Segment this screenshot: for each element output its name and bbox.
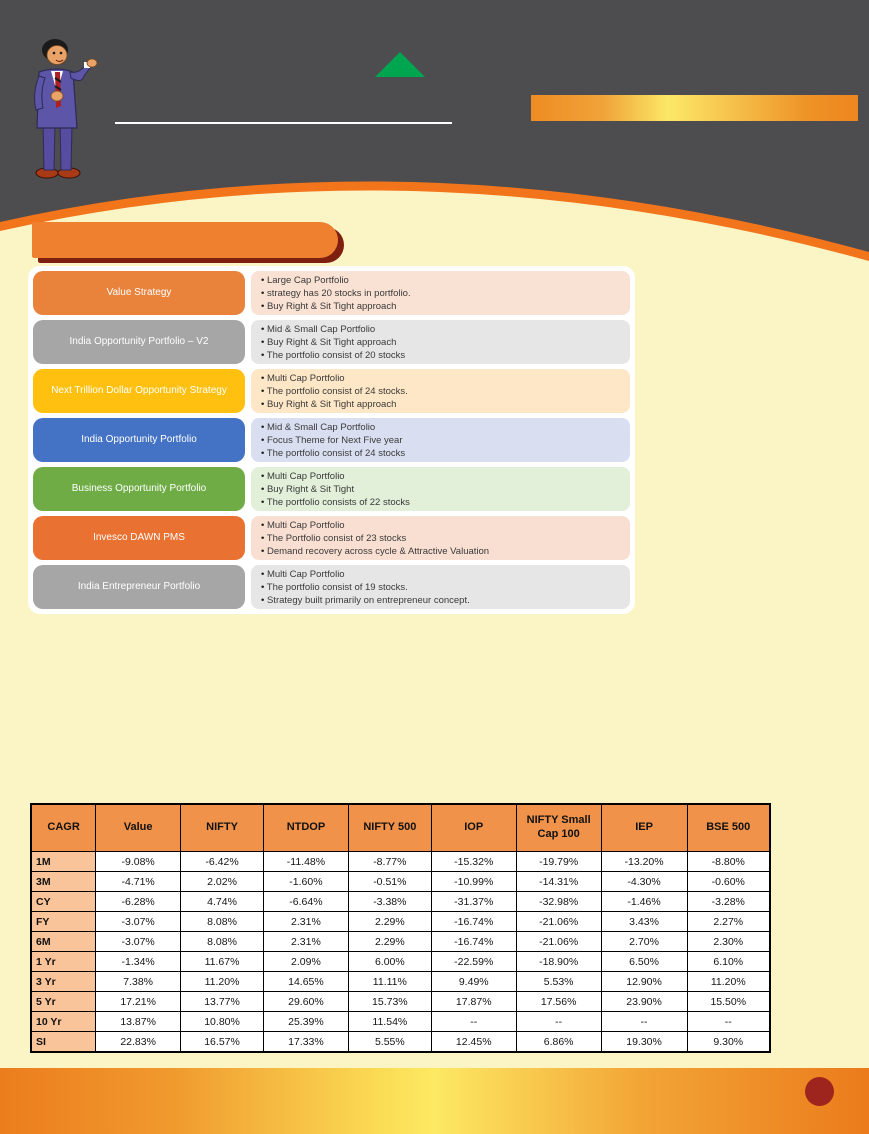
table-row xyxy=(31,952,770,972)
table-cell: -21.06% xyxy=(516,912,601,932)
strategy-label: Value Strategy xyxy=(33,271,245,315)
strategy-bullet: • Mid & Small Cap Portfolio xyxy=(261,421,624,434)
footer-band xyxy=(0,1068,869,1134)
table-cell: 10.80% xyxy=(181,1012,264,1032)
table-cell: 2.09% xyxy=(263,952,348,972)
table-cell: -1.34% xyxy=(96,952,181,972)
table-cell: 11.67% xyxy=(181,952,264,972)
table-cell: 4.74% xyxy=(181,892,264,912)
title-underline xyxy=(115,122,452,124)
table-cell: 9.49% xyxy=(431,972,516,992)
table-row-label: 6M xyxy=(31,932,96,952)
table-cell: -1.46% xyxy=(601,892,687,912)
strategy-bullet-panel xyxy=(251,418,630,462)
strategy-bullet-panel xyxy=(251,369,630,413)
strategy-row xyxy=(33,271,630,315)
strategy-row xyxy=(33,320,630,364)
strategy-bullet: • Buy Right & Sit Tight approach xyxy=(261,336,624,349)
table-cell: 12.90% xyxy=(601,972,687,992)
table-cell: -14.31% xyxy=(516,872,601,892)
table-cell: 13.77% xyxy=(181,992,264,1012)
table-row-label: 10 Yr xyxy=(31,1012,96,1032)
strategy-label: India Opportunity Portfolio – V2 xyxy=(33,320,245,364)
table-cell: -3.07% xyxy=(96,912,181,932)
table-row xyxy=(31,872,770,892)
table-cell: -- xyxy=(431,1012,516,1032)
strategy-bullet: • The portfolio consist of 19 stocks. xyxy=(261,581,624,594)
table-cell: 7.38% xyxy=(96,972,181,992)
table-cell: -8.80% xyxy=(687,852,770,872)
performance-table xyxy=(30,803,771,1053)
strategy-bullet: • strategy has 20 stocks in portfolio. xyxy=(261,287,624,300)
table-cell: 12.45% xyxy=(431,1032,516,1053)
gradient-banner xyxy=(531,95,858,121)
table-cell: -32.98% xyxy=(516,892,601,912)
table-cell: -0.60% xyxy=(687,872,770,892)
table-cell: -21.06% xyxy=(516,932,601,952)
table-cell: 6.50% xyxy=(601,952,687,972)
table-cell: 3.43% xyxy=(601,912,687,932)
table-cell: 2.27% xyxy=(687,912,770,932)
table-cell: -- xyxy=(601,1012,687,1032)
table-cell: -0.51% xyxy=(348,872,431,892)
table-cell: 19.30% xyxy=(601,1032,687,1053)
strategy-bullet: • Buy Right & Sit Tight approach xyxy=(261,300,624,313)
strategy-bullet: • Buy Right & Sit Tight xyxy=(261,483,624,496)
table-column-header: NTDOP xyxy=(263,804,348,852)
table-column-header: CAGR xyxy=(31,804,96,852)
table-cell: 13.87% xyxy=(96,1012,181,1032)
green-triangle-icon xyxy=(375,52,425,77)
table-row-label: 1M xyxy=(31,852,96,872)
strategy-bullet: • Multi Cap Portfolio xyxy=(261,568,624,581)
table-column-header: Value xyxy=(96,804,181,852)
strategy-bullet: • Buy Right & Sit Tight approach xyxy=(261,398,624,411)
table-row-label: CY xyxy=(31,892,96,912)
table-cell: -3.38% xyxy=(348,892,431,912)
table-column-header: BSE 500 xyxy=(687,804,770,852)
table-cell: -6.28% xyxy=(96,892,181,912)
table-row-label: 3 Yr xyxy=(31,972,96,992)
table-row xyxy=(31,892,770,912)
table-cell: 15.73% xyxy=(348,992,431,1012)
table-row-label: SI xyxy=(31,1032,96,1053)
table-cell: 5.53% xyxy=(516,972,601,992)
table-cell: 2.31% xyxy=(263,932,348,952)
table-cell: 15.50% xyxy=(687,992,770,1012)
table-cell: 8.08% xyxy=(181,912,264,932)
table-cell: -31.37% xyxy=(431,892,516,912)
strategy-bullet: • The portfolio consist of 20 stocks xyxy=(261,349,624,362)
table-row-label: 3M xyxy=(31,872,96,892)
table-row xyxy=(31,1032,770,1053)
table-cell: 2.29% xyxy=(348,912,431,932)
table-cell: -- xyxy=(687,1012,770,1032)
table-column-header: IEP xyxy=(601,804,687,852)
table-cell: 17.21% xyxy=(96,992,181,1012)
table-row xyxy=(31,972,770,992)
table-cell: 9.30% xyxy=(687,1032,770,1053)
table-cell: 25.39% xyxy=(263,1012,348,1032)
table-cell: -6.64% xyxy=(263,892,348,912)
table-column-header: IOP xyxy=(431,804,516,852)
strategy-bullet: • Strategy built primarily on entrepreneur concept. xyxy=(261,594,624,607)
table-cell: 22.83% xyxy=(96,1032,181,1053)
table-cell: -6.42% xyxy=(181,852,264,872)
table-cell: -22.59% xyxy=(431,952,516,972)
strategy-list xyxy=(28,266,635,614)
performance-table-wrap xyxy=(30,803,771,1053)
strategy-bullet: • Multi Cap Portfolio xyxy=(261,519,624,532)
table-cell: 2.02% xyxy=(181,872,264,892)
table-cell: 29.60% xyxy=(263,992,348,1012)
table-cell: -- xyxy=(516,1012,601,1032)
table-cell: 5.55% xyxy=(348,1032,431,1053)
table-row xyxy=(31,1012,770,1032)
table-cell: 2.31% xyxy=(263,912,348,932)
table-cell: -19.79% xyxy=(516,852,601,872)
strategy-bullet-panel xyxy=(251,320,630,364)
table-cell: 11.11% xyxy=(348,972,431,992)
table-row-label: 5 Yr xyxy=(31,992,96,1012)
table-cell: 6.00% xyxy=(348,952,431,972)
table-cell: -4.30% xyxy=(601,872,687,892)
strategy-label: Invesco DAWN PMS xyxy=(33,516,245,560)
table-cell: 17.33% xyxy=(263,1032,348,1053)
strategy-bullet: • Large Cap Portfolio xyxy=(261,274,624,287)
table-row xyxy=(31,852,770,872)
strategy-bullet: • The portfolio consist of 24 stocks xyxy=(261,447,624,460)
table-cell: -16.74% xyxy=(431,932,516,952)
table-cell: -3.07% xyxy=(96,932,181,952)
table-cell: 11.54% xyxy=(348,1012,431,1032)
table-cell: 17.87% xyxy=(431,992,516,1012)
table-header-row xyxy=(31,804,770,852)
table-cell: -1.60% xyxy=(263,872,348,892)
table-cell: -9.08% xyxy=(96,852,181,872)
table-cell: -18.90% xyxy=(516,952,601,972)
strategy-bullet: • Demand recovery across cycle & Attractive Valuation xyxy=(261,545,624,558)
strategy-row xyxy=(33,516,630,560)
presenter-cartoon xyxy=(24,36,100,180)
table-cell: 17.56% xyxy=(516,992,601,1012)
strategy-bullet: • Focus Theme for Next Five year xyxy=(261,434,624,447)
table-cell: 6.86% xyxy=(516,1032,601,1053)
table-cell: 11.20% xyxy=(181,972,264,992)
table-cell: -11.48% xyxy=(263,852,348,872)
table-column-header: NIFTY Small Cap 100 xyxy=(516,804,601,852)
table-row xyxy=(31,912,770,932)
table-cell: 11.20% xyxy=(687,972,770,992)
strategy-bullet: • The portfolio consists of 22 stocks xyxy=(261,496,624,509)
table-cell: 2.70% xyxy=(601,932,687,952)
table-cell: 23.90% xyxy=(601,992,687,1012)
strategy-row xyxy=(33,565,630,609)
table-cell: -15.32% xyxy=(431,852,516,872)
strategy-label: Business Opportunity Portfolio xyxy=(33,467,245,511)
table-cell: 2.29% xyxy=(348,932,431,952)
strategy-bullet-panel xyxy=(251,467,630,511)
table-row xyxy=(31,992,770,1012)
strategy-bullet-panel xyxy=(251,516,630,560)
strategy-bullet: • Mid & Small Cap Portfolio xyxy=(261,323,624,336)
strategy-label: Next Trillion Dollar Opportunity Strategy xyxy=(33,369,245,413)
strategy-bullet: • Multi Cap Portfolio xyxy=(261,372,624,385)
table-cell: 8.08% xyxy=(181,932,264,952)
strategy-bullet: • The Portfolio consist of 23 stocks xyxy=(261,532,624,545)
strategy-label: India Opportunity Portfolio xyxy=(33,418,245,462)
table-column-header: NIFTY 500 xyxy=(348,804,431,852)
table-cell: -4.71% xyxy=(96,872,181,892)
table-cell: 14.65% xyxy=(263,972,348,992)
table-column-header: NIFTY xyxy=(181,804,264,852)
table-cell: -10.99% xyxy=(431,872,516,892)
table-cell: 16.57% xyxy=(181,1032,264,1053)
table-cell: 2.30% xyxy=(687,932,770,952)
table-cell: 6.10% xyxy=(687,952,770,972)
table-cell: -8.77% xyxy=(348,852,431,872)
strategy-bullet-panel xyxy=(251,565,630,609)
strategy-bullet: • Multi Cap Portfolio xyxy=(261,470,624,483)
table-row-label: FY xyxy=(31,912,96,932)
table-cell: -16.74% xyxy=(431,912,516,932)
table-cell: -3.28% xyxy=(687,892,770,912)
strategy-bullet-panel xyxy=(251,271,630,315)
strategy-bullet: • The portfolio consist of 24 stocks. xyxy=(261,385,624,398)
footer-dot xyxy=(805,1077,834,1106)
strategy-row xyxy=(33,467,630,511)
section-title-bar xyxy=(32,222,338,258)
strategy-label: India Entrepreneur Portfolio xyxy=(33,565,245,609)
table-row-label: 1 Yr xyxy=(31,952,96,972)
table-cell: -13.20% xyxy=(601,852,687,872)
strategy-row xyxy=(33,369,630,413)
table-row xyxy=(31,932,770,952)
strategy-row xyxy=(33,418,630,462)
